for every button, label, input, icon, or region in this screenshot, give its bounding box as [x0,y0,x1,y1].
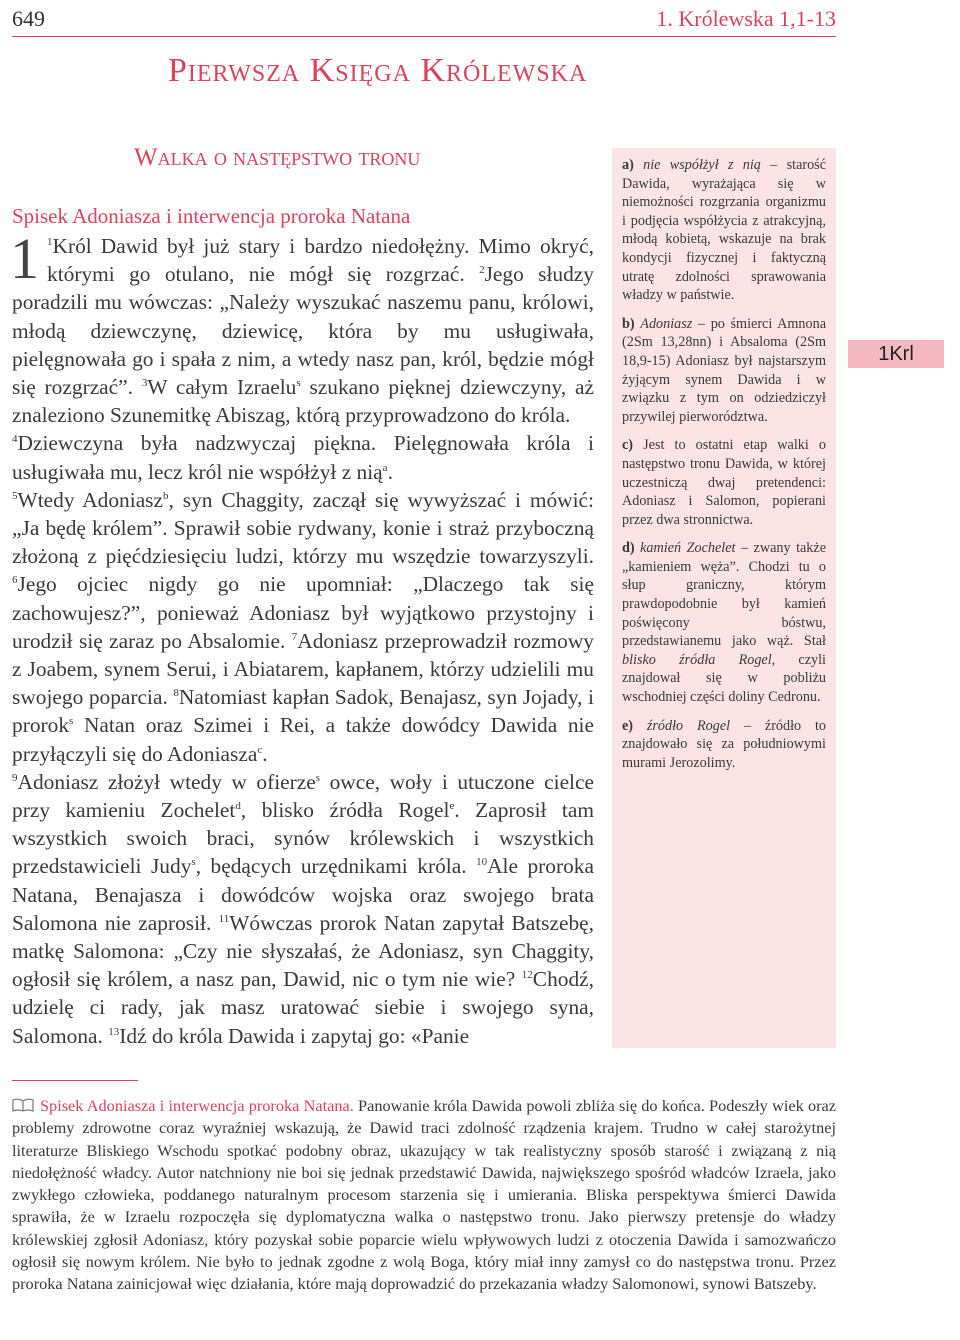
marginal-notes [612,148,836,1048]
page-number: 649 [12,6,45,31]
header-rule [12,36,836,37]
commentary [12,1095,836,1296]
book-tab: 1Krl [848,340,944,368]
note-c: c) Jest to ostatni etap walki o następstwo tronu Dawida, w której uczestniczą dwaj pretendenci: Adoniasz i Salomon, popierani przez dwa stronnictwa. [622,437,826,528]
open-book-icon [12,1098,34,1112]
commentary-text: Panowanie króla Dawida powoli zbliża się do końca. Podeszły wiek oraz problemy zdrowotne coraz wyraźniej wskazują, że Dawid traci zdolność rządzenia krajem. Trudno w całej starożytnej literaturze Bliskiego Wschodu spotkać podobny obraz, ukazujący w tak realistyczny sposób starość i związaną z nią niedołężność władcy. Autor natchniony nie boi się jednak przedstawić Dawida, największego spośród władców Izraela, jako zwykłego człowieka, poddanego naturalnym procesom starzenia się i umierania. Bliska perspektywa śmierci Dawida sprawiła, że w Izraelu rozpoczęła się dyplomatyczna walka o następstwo tronu. Jako pierwszy pretensje do władzy królewskiej zgłosił Adoniasz, który pozyskał sobie poparcie wielu wpływowych ludzi z otoczenia Dawida i samozwańczo ogłosił się nowym królem. Nie było to jednak zgodne z wolą Boga, który miał inny zamysł co do następstwa tronu. Przez proroka Natana zainicjował więc działania, które mają doprowadzić do przekazania władzy Salomonowi, synowi Batszeby. [12,1096,837,1294]
note-e: e) źródło Rogel – źródło to znajdowało się za południowymi murami Jerozolimy. [622,717,827,771]
section-title: Walka o następstwo tronu [134,144,421,171]
chapter-number: 1 [10,226,39,291]
book-title: Pierwsza Księga Królewska [168,52,588,89]
commentary-title: Spisek Adoniasza i interwencja proroka Natana. [40,1096,354,1115]
main-text: 1 $^1$Król Dawid był już stary i bardzo niedołężny. Mimo okryć, którymi go otulano, nie mógł się rozgrzać. $^2$Jego słudzy poradzili mu wówczas: „Należy wyszukać naszemu panu, królowi, młodą dziewczynę, dziewicę, która by mu usługiwała, pielęgnowała go i spała z nim, a wtedy nasz pan, król, będzie mógł się rozgrzać”. $^3$W całym Izraelu$^s$ szukano pięknej dziewczyny, aż znaleziono Szunemitkę Abiszag, którą przyprowadzono do króla. $^4$Dziewczyna była nadzwyczaj piękna. Pielęgnowała króla i usługiwała mu, lecz król nie współżył z nią$^a$. $^5$Wtedy Adoniasz$^b$, syn Chaggity, zaczął się wywyższać i mówić: „Ja będę królem”. Sprawił sobie rydwany, konie i straż przyboczną złożoną z pięćdziesięciu ludzi, którzy mu wszędzie towarzyszyli. $^6$Jego ojciec nigdy go nie upomniał: „Dlaczego tak się zachowujesz?”, ponieważ Adoniasz był wyjątkowo przystojny i urodził się zaraz po Absalomie. $^7$Adoniasz przeprowadził rozmowy z Joabem, synem Serui, i Abiatarem, kapłanem, którzy udzielili mu swojego poparcia. $^8$Natomiast kapłan Sadok, Benajasz, syn Jojady, i prorok$^s$ Natan oraz Szimei i Rei, a także dowódcy Dawida nie przyłączyli się do Adoniasza$^c$. $^9$Adoniasz złożył wtedy w ofierze$^s$ owce, woły i utuczone cielce przy kamieniu Zochelet$^d$, blisko źródła Rogel$^e$. Zaprosił tam wszystkich swoich braci, synów królewskich i wszystkich przedstawicieli Judy$^s$, będących urzędnikami króla. $^{10}$Ale proroka Natana, Benajasza i dowódców wojska oraz swojego brata Salomona nie zaprosił. $^{11}$Wówczas prorok Natan zapytał Batszebę, matkę Salomona: „Czy nie słyszałaś, że Adoniasz, syn Chaggity, ogłosił się królem, a nasz pan, Dawid, nic o tym nie wie? $^{12}$Chodź, udzielę ci rady, jak masz uratować siebie i swojego syna, Salomona. $^{13}$Idź do króla Dawida i zapytaj go: «Panie [10,226,595,1048]
footnote-rule [12,1080,138,1081]
note-d: d) kamień Zochelet – zwany także „kamieniem węża”. Chodzi tu o słup graniczny, którym prawdopodobnie był kamień poświęcony bóstwu, przedstawianemu jako wąż. Stał blisko źródła Rogel, czyli znajdował się w pobliżu wschodniej części doliny Cedronu. [622,540,826,706]
running-head: 1. Królewska 1,1-13 [656,6,836,31]
note-b: b) Adoniasz – po śmierci Amnona (2Sm 13,28nn) i Absaloma (2Sm 18,9-15) Adoniasz był najstarszym żyjącym synem Dawida i w związku z tym on odziedziczył przywilej pierworództwa. [622,315,827,425]
note-a: a) nie współżył z nią – starość Dawida, wyrażająca się w niemożności rozgrzania organizmu i podjęcia współżycia z atrakcyjną, młodą kobietą, wskazuje na brak kondycji fizycznej i faktyczną utratę zdolności sprawowania władzy w państwie. [622,157,827,304]
pericope-title: Spisek Adoniasza i interwencja proroka Natana [12,204,411,228]
